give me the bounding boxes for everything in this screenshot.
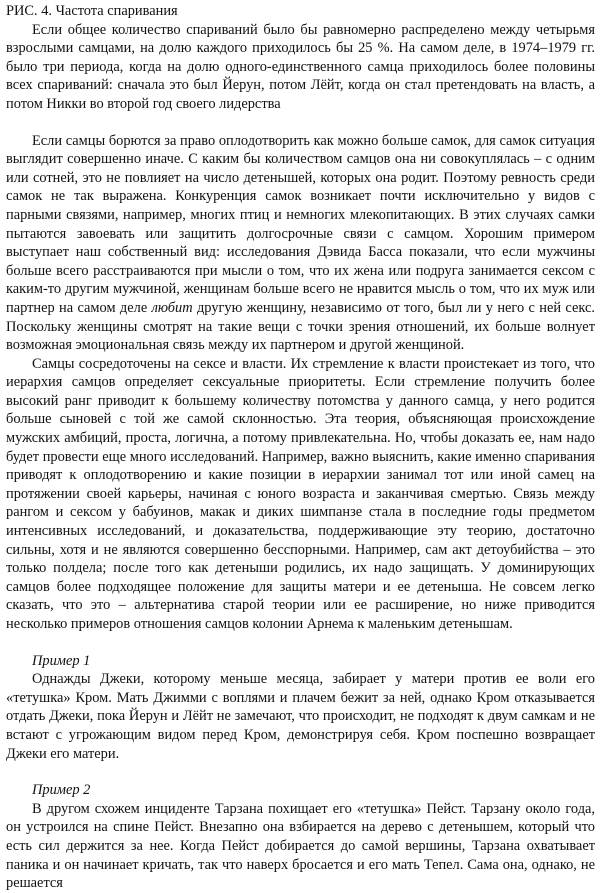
document-page	[6, 2, 595, 893]
paragraph-female-competition-start: Если самцы борются за право оплодотворить как можно больше самок, для самок ситуация выглядит совершенно иначе. С каким бы количеством самцов она ни совокуплялась – с одним или сотней, это не повлияет на число детенышей, которых она родит. Поэтому ревность среди самок не так выражена. Конкуренция самок возникает почти исключительно у видов с парными связями, например, многих птиц и немногих млекопитающих. В этих случаях самки пытаются завоевать или защитить долгосрочные связи с самцом. Хорошим примером выступает наш собственный вид: исследования Дэвида Басса показали, что если мужчины больше всего расстраиваются при мысли о том, что их жена или подруга занимается сексом с каким-то другим мужчиной, женщинам больше всего не нравится мысль о том, что их муж или партнер на самом деле	[6, 132, 595, 316]
paragraph-female-competition	[6, 132, 595, 355]
paragraph-spacer	[6, 114, 595, 132]
section-spacer	[6, 763, 595, 781]
paragraph-sex-and-power: Самцы сосредоточены на сексе и власти. Их стремление к власти проистекает из того, что иерархия самцов определяет сексуальные приоритеты. Если стремление получить более высокий ранг приводит к большему количеству потомства у данного самца, у него родится больше сыновей с той же самой склонностью. Эта теория, объясняющая происхождение мужских амбиций, проста, логична, а потому привлекательна. Но, чтобы доказать ее, нам надо будет провести еще много исследований. Например, важно выяснить, какие именно спаривания приводят к оплодотворению и какие позиции в иерархии занимал тот или иной самец на протяжении своей карьеры, начиная с юного возраста и заканчивая смертью. Связь между рангом и сексом у бабуинов, макак и диких шимпанзе стала в последние годы предметом интенсивных исследований, и доказательства, поддерживающие эту теорию, достаточно сильны, хотя и не являются совершенно бесспорными. Например, сам акт детоубийства – это только полдела; после того как детеныши родились, их надо защищать. У доминирующих самцов более подходящее положение для защиты матери и ее детеныша. Не совсем легко сказать, что это – альтернатива старой теории или ее расширение, но ниже приводится несколько примеров отношения самцов колонии Арнема к маленьким детенышам.	[6, 355, 595, 632]
paragraph-female-competition-end: другую женщину, независимо от того, был ли у него с ней секс. Поскольку женщины смотрят на такие вещи с точки зрения отношений, их больше волнует возможная эмоциональная связь между их партнером и другой женщиной.	[6, 299, 595, 354]
example-1-text: Однажды Джеки, которому меньше месяца, забирает у матери против ее воли его «тетушка» Кром. Мать Джимми с воплями и плачем бежит за ней, однако Кром отказывается отдать Джеки, пока Йерун и Лёйт не замечают, что происходит, не подходят к двум самкам и не встают с угрожающим видом перед Кром, демонстрируя себя. Кром поспешно возвращает Джеки его матери.	[6, 671, 595, 762]
example-2-text: В другом схожем инциденте Тарзана похищает его «тетушка» Пейст. Тарзану около года, он устроился на спине Пейст. Внезапно она взбирается на дерево с детенышем, который что есть сил держится за нее. Когда Пейст добирается до самой вершины, Тарзана охватывает паника и он начинает кричать, так что наверх бросается и его мать Тепел. Сама она, однако, не решается	[6, 800, 595, 892]
figure-caption: РИС. 4. Частота спаривания	[6, 3, 178, 19]
emphasis-loves: любит	[151, 299, 193, 316]
example-1-heading: Пример 1	[32, 652, 91, 669]
example-2-heading: Пример 2	[32, 782, 91, 799]
paragraph-mating-frequency: Если общее количество спариваний было бы равномерно распределено между четырьмя взрослыми самцами, на долю каждого приходилось бы 25 %. На самом деле, в 1974–1979 гг. было три периода, когда на долю одного-единственного самца приходилось более половины всех спариваний: сначала это был Йерун, потом Лёйт, когда он стал претендовать на власть, а потом Никки во второй год своего лидерства	[6, 21, 595, 112]
section-spacer	[6, 634, 595, 652]
